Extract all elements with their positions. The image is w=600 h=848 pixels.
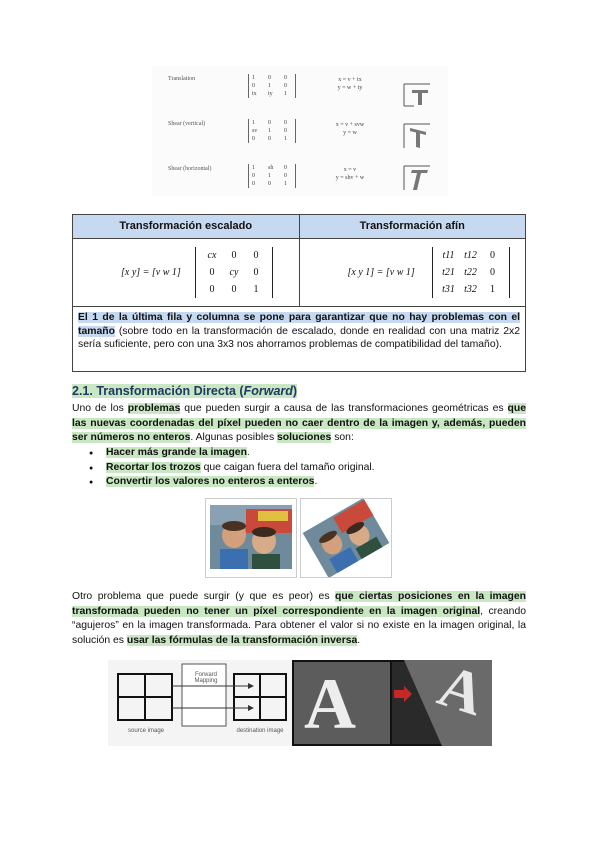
forward-mapping-diagram — [108, 660, 292, 746]
list-item — [106, 446, 375, 461]
matrix-cell: 0 — [490, 267, 495, 278]
transform-matrix: 1 sh 0 0 1 0 0 0 1 — [248, 164, 296, 188]
photo-people-image — [206, 499, 296, 577]
table-note — [73, 307, 525, 371]
scale-lhs: [x y] = [v w 1] — [121, 267, 181, 278]
letter-a-transformed: A — [430, 651, 493, 729]
solutions-list — [72, 446, 375, 490]
table-formula-row — [73, 239, 525, 307]
transform-name: Translation — [168, 76, 196, 82]
bullet-rest: que caigan fuera del tamaño original. — [200, 461, 375, 473]
bullet-bold: Hacer más grande la imagen — [106, 447, 247, 458]
p2-highlight: que ciertas posiciones en la imagen transformada pueden no tener un píxel correspondiente en la imagen original — [72, 591, 526, 617]
p1-solutions: soluciones — [277, 432, 332, 443]
bullet-rest: . — [314, 476, 318, 487]
affine-formula — [300, 239, 526, 306]
matrix-cell: t31 — [442, 284, 455, 295]
matrix-cell: t22 — [464, 267, 477, 278]
transform-name: Shear (horizontal) — [168, 166, 212, 172]
heading-suffix: ) — [292, 384, 298, 398]
heading-text: 2.1. Transformación Directa ( — [72, 384, 244, 398]
note-bold: El 1 de la última fila y columna se pone para garantizar que no hay problemas con el tamaño — [78, 312, 520, 337]
matrix-cell: 0 — [490, 250, 495, 261]
matrix-cell: t32 — [464, 284, 477, 295]
p2-text-e: . — [357, 634, 361, 646]
transform-matrix: 1 0 0 0 1 0 tx ty 1 — [248, 74, 296, 98]
header-scale: Transformación escalado — [73, 215, 300, 238]
matrix-cell: cx — [207, 250, 217, 261]
matrix-cell: cy — [229, 267, 239, 278]
mapping-label: Forward Mapping — [194, 672, 218, 684]
matrix-cell: 1 — [253, 284, 259, 295]
bullet-bold: Convertir los valores no enteros a enteros — [106, 476, 315, 487]
heading-emphasis: Forward — [243, 384, 293, 398]
p2-text-a: Otro problema que puede surgir (y que es peor) es — [72, 591, 336, 602]
scale-formula — [73, 239, 300, 306]
shear-vertical-diagram-icon — [400, 118, 434, 152]
matrix-cell: t11 — [442, 250, 455, 261]
bullet-rest: . — [246, 447, 250, 458]
matrix-cell: 0 — [231, 250, 237, 261]
rotated-photo — [300, 498, 392, 578]
transformation-figure — [152, 66, 448, 196]
p2-text-c: , creando “agujeros” en la imagen transformada. Para obtener el valor si no existe en la imagen original, la solución es — [72, 605, 526, 646]
matrix — [432, 247, 510, 298]
matrix-cell: t12 — [464, 250, 477, 261]
original-photo — [205, 498, 297, 578]
table-header-row — [73, 215, 525, 239]
bullet-bold: Recortar los trozos — [106, 461, 201, 473]
header-affine: Transformación afín — [359, 220, 465, 232]
list-item — [106, 461, 375, 476]
p1-highlight: que las nuevas coordenadas del píxel pueden no caer dentro de la imagen y, además, pueden ser números no enteros — [72, 403, 527, 443]
p1-problems: problemas — [127, 403, 181, 414]
transform-equations: x = v + tx y = w + ty — [337, 77, 363, 91]
matrix-cell: 0 — [253, 250, 259, 261]
photo-rotated-image — [301, 499, 391, 577]
affine-lhs: [x y 1] = [v w 1] — [347, 267, 415, 278]
p1-text-a: Uno de los — [72, 403, 128, 414]
list-item — [106, 475, 375, 490]
letter-a-original: A — [304, 664, 356, 744]
translation-diagram-icon — [400, 74, 434, 108]
matrix-cell: 0 — [209, 284, 215, 295]
transform-equations: x = v y = shv + w — [335, 167, 365, 181]
paragraph-1 — [72, 402, 526, 446]
matrix-cell: 1 — [490, 284, 495, 295]
p1-text-e: . Algunas posibles — [190, 432, 278, 443]
matrix-cell: 0 — [209, 267, 215, 278]
transform-matrix: 1 0 0 sv 1 0 0 0 1 — [248, 119, 296, 143]
matrix-cell: 0 — [253, 267, 259, 278]
shear-horizontal-diagram-icon — [400, 160, 434, 194]
transformation-table — [72, 214, 526, 372]
p1-text-c: que pueden surgir a causa de las transformaciones geométricas es — [180, 403, 508, 414]
matrix — [195, 247, 273, 298]
section-heading — [72, 384, 297, 398]
matrix-cell: t21 — [442, 267, 455, 278]
p2-inverse-formulas: usar las fórmulas de la transformación inversa — [126, 634, 358, 646]
note-rest: (sobre todo en la transformación de escalado, donde en realidad con una matriz 2x2 sería suficiente, pero con una 3x3 nos ahorramos problemas de compatibilidad del tamaño). — [78, 325, 520, 350]
matrix-cell: 0 — [231, 284, 237, 295]
transform-equations: x = v + svw y = w — [335, 122, 365, 136]
destination-label: destination image — [236, 728, 284, 734]
paragraph-2 — [72, 590, 526, 648]
source-label: source image — [127, 728, 165, 734]
transform-name: Shear (vertical) — [168, 121, 206, 127]
inverse-mapping-figure — [292, 651, 493, 746]
p1-text-g: son: — [331, 432, 354, 443]
